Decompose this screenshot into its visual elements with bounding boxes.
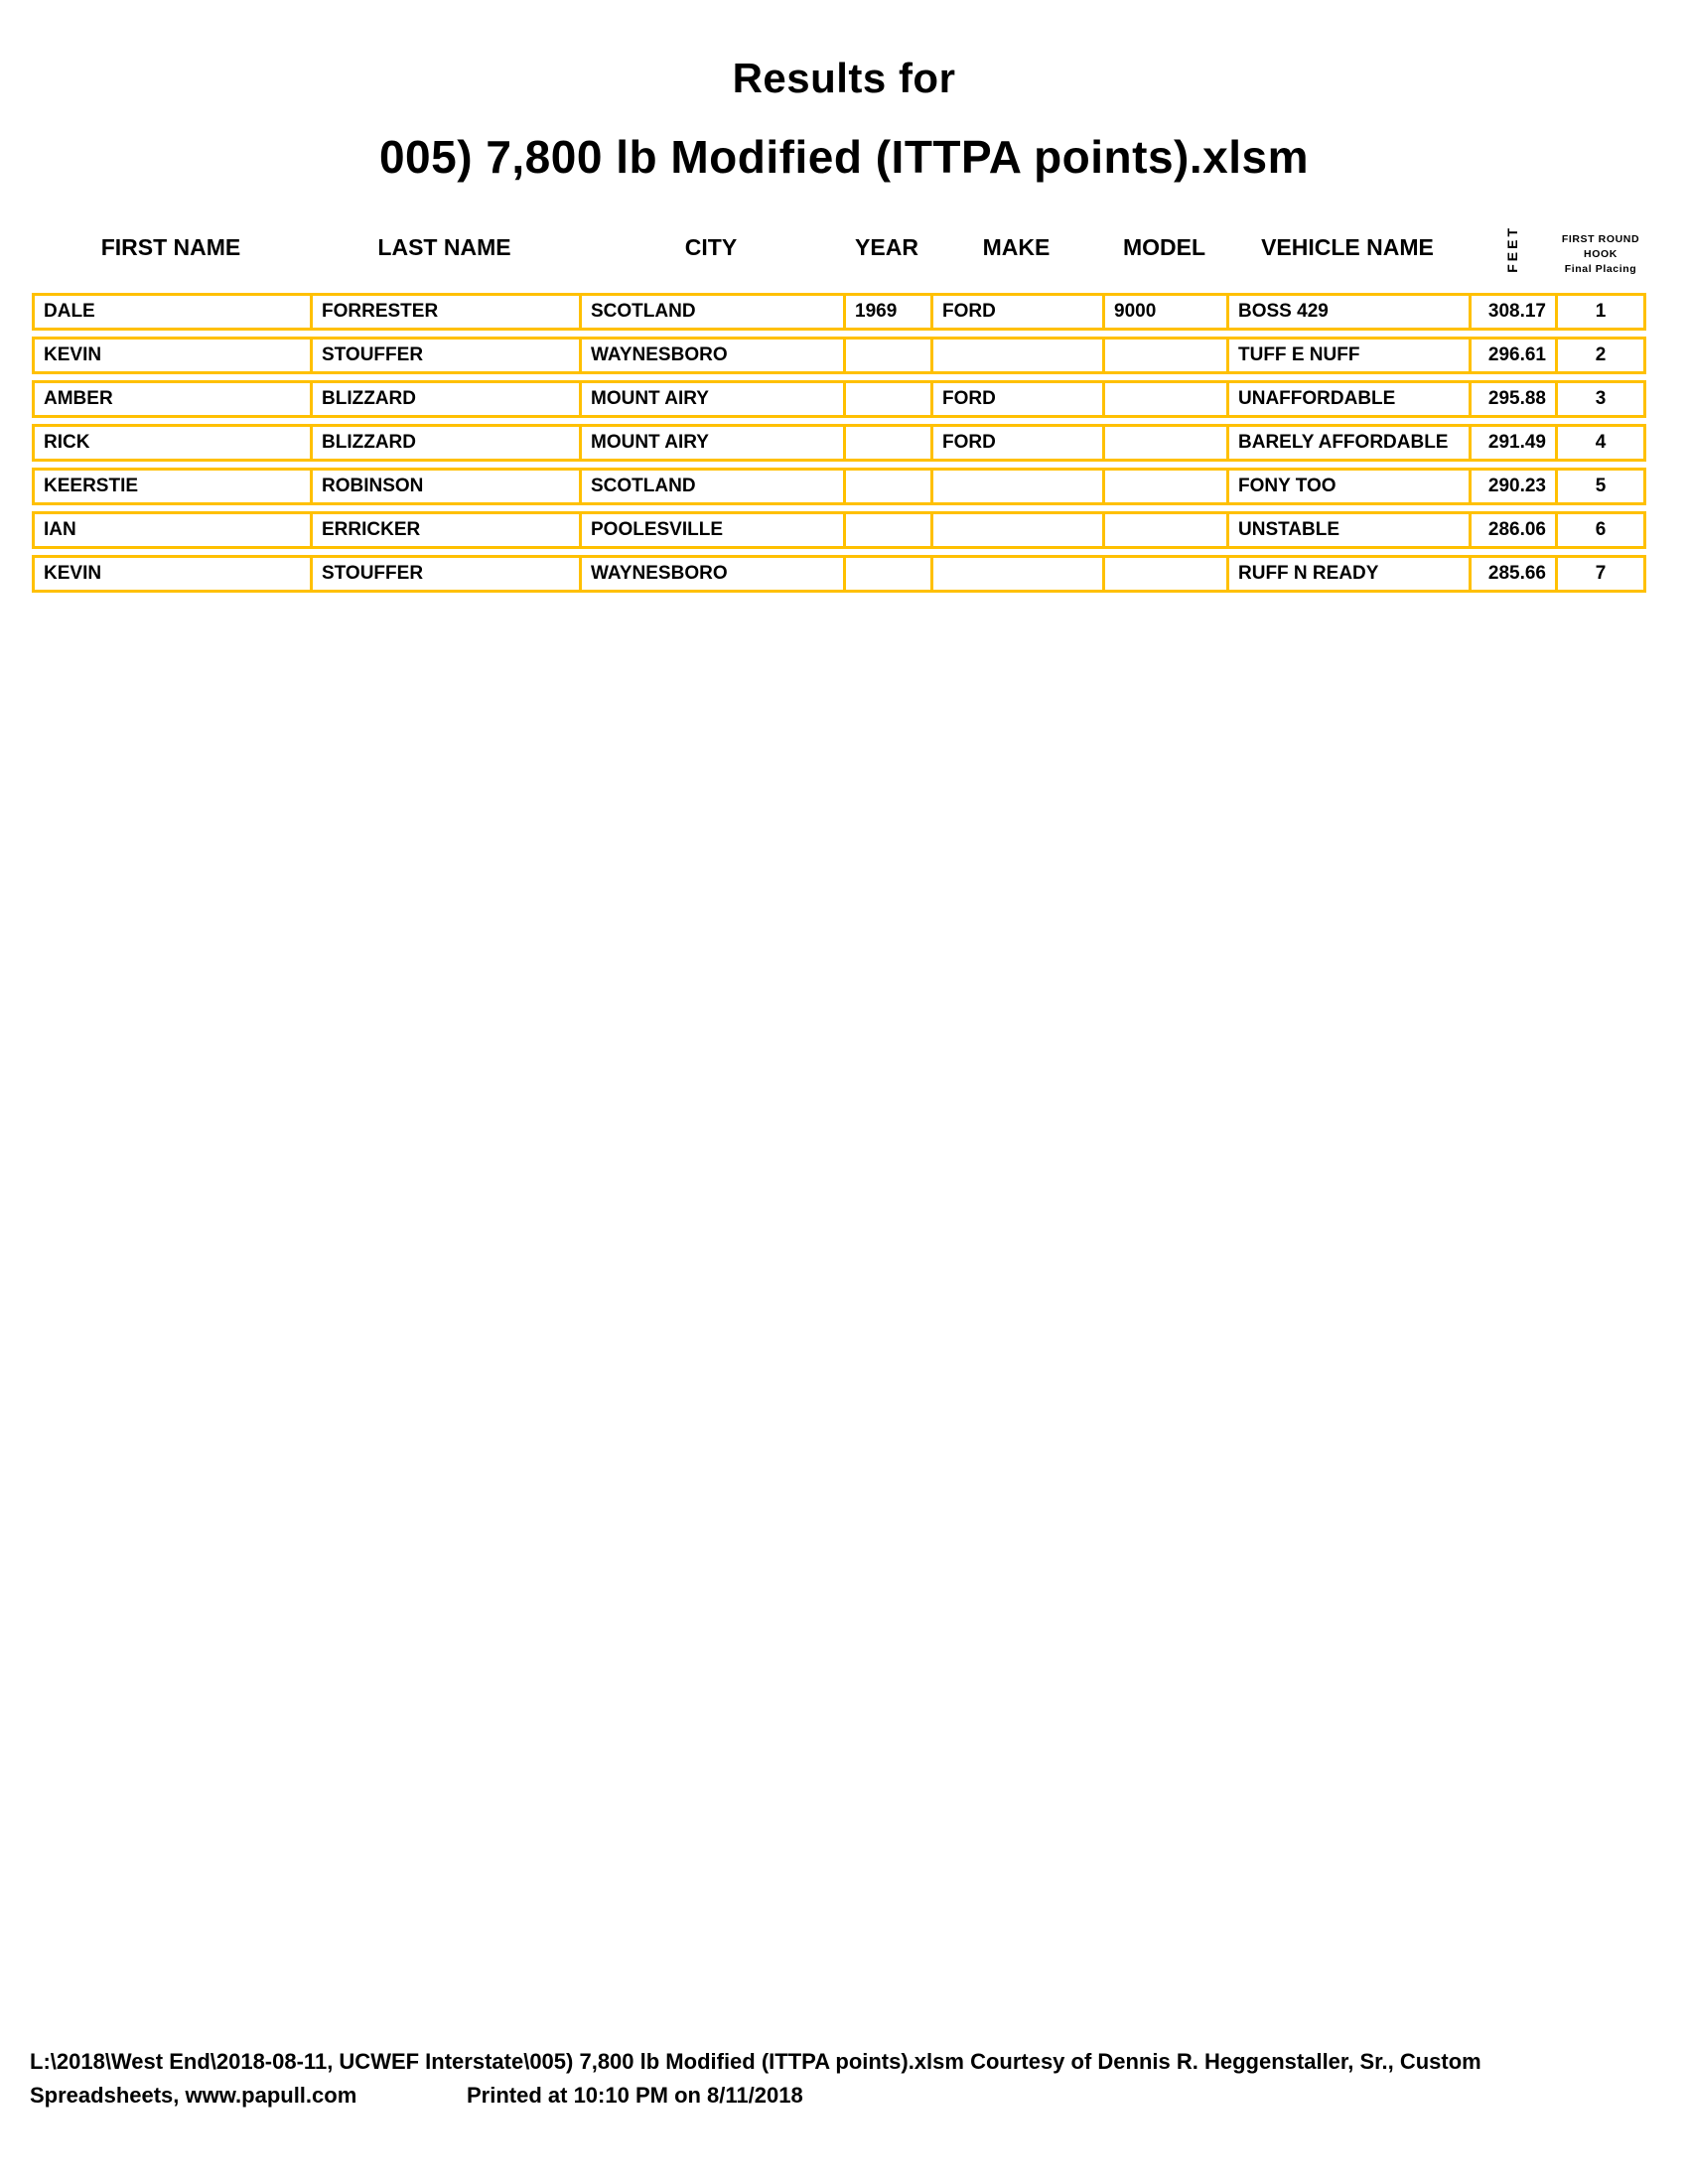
column-header-model: MODEL	[1122, 234, 1206, 260]
table-row	[32, 337, 1646, 374]
cell-city: SCOTLAND	[579, 293, 843, 331]
table-row	[32, 424, 1646, 462]
column-header-city: CITY	[684, 234, 738, 260]
column-header-first_name: FIRST NAME	[100, 234, 241, 260]
cell-city: WAYNESBORO	[579, 555, 843, 593]
cell-city: POOLESVILLE	[579, 511, 843, 549]
column-header-feet	[1469, 192, 1555, 287]
cell-make	[930, 511, 1102, 549]
cell-first_name: DALE	[32, 293, 310, 331]
final-placing-label: Final Placing	[1564, 263, 1637, 275]
cell-feet: 290.23	[1469, 468, 1555, 505]
table-row	[32, 293, 1646, 331]
cell-year	[843, 337, 930, 374]
cell-vehicle_name: UNAFFORDABLE	[1226, 380, 1469, 418]
column-header-vehicle_name: VEHICLE NAME	[1261, 234, 1434, 260]
cell-year	[843, 424, 930, 462]
page-title: Results for	[732, 55, 956, 101]
cell-last_name: ROBINSON	[310, 468, 579, 505]
results-table-header	[32, 192, 1646, 287]
results-table	[32, 186, 1646, 599]
first-round-hook-label: FIRST ROUND HOOK	[1561, 233, 1640, 260]
cell-model	[1102, 468, 1226, 505]
table-row	[32, 468, 1646, 505]
cell-first_name: AMBER	[32, 380, 310, 418]
cell-final_placing: 1	[1555, 293, 1646, 331]
page-footer	[30, 2045, 1658, 2113]
footer-spreadsheets-text: Spreadsheets, www.papull.com	[30, 2083, 357, 2108]
cell-make	[930, 555, 1102, 593]
cell-final_placing: 4	[1555, 424, 1646, 462]
cell-year	[843, 468, 930, 505]
cell-year: 1969	[843, 293, 930, 331]
cell-city: SCOTLAND	[579, 468, 843, 505]
cell-vehicle_name: FONY TOO	[1226, 468, 1469, 505]
cell-last_name: STOUFFER	[310, 555, 579, 593]
cell-year	[843, 555, 930, 593]
footer-file-path: L:\2018\West End\2018-08-11, UCWEF Interstate\005) 7,800 lb Modified (ITTPA points).xlsm Courtesy of Dennis R. Heggenstaller, Sr., Custom	[30, 2049, 1481, 2074]
cell-last_name: ERRICKER	[310, 511, 579, 549]
column-header-make: MAKE	[982, 234, 1051, 260]
cell-final_placing: 3	[1555, 380, 1646, 418]
cell-vehicle_name: BARELY AFFORDABLE	[1226, 424, 1469, 462]
column-header-final_placing	[1555, 192, 1646, 287]
cell-year	[843, 511, 930, 549]
cell-model	[1102, 511, 1226, 549]
cell-final_placing: 2	[1555, 337, 1646, 374]
cell-feet: 308.17	[1469, 293, 1555, 331]
title-block	[0, 0, 1688, 184]
cell-make	[930, 468, 1102, 505]
cell-vehicle_name: UNSTABLE	[1226, 511, 1469, 549]
header-row	[32, 192, 1646, 287]
cell-first_name: KEVIN	[32, 555, 310, 593]
cell-first_name: IAN	[32, 511, 310, 549]
page-subtitle: 005) 7,800 lb Modified (ITTPA points).xlsm	[378, 131, 1310, 183]
cell-model	[1102, 555, 1226, 593]
cell-last_name: FORRESTER	[310, 293, 579, 331]
cell-make	[930, 337, 1102, 374]
cell-model: 9000	[1102, 293, 1226, 331]
cell-make: FORD	[930, 424, 1102, 462]
cell-year	[843, 380, 930, 418]
column-header-last_name: LAST NAME	[377, 234, 511, 260]
cell-final_placing: 7	[1555, 555, 1646, 593]
cell-first_name: RICK	[32, 424, 310, 462]
cell-model	[1102, 337, 1226, 374]
footer-printed-timestamp: Printed at 10:10 PM on 8/11/2018	[467, 2083, 803, 2108]
results-table-body	[32, 293, 1646, 593]
cell-last_name: BLIZZARD	[310, 424, 579, 462]
table-row	[32, 555, 1646, 593]
cell-vehicle_name: TUFF E NUFF	[1226, 337, 1469, 374]
cell-city: MOUNT AIRY	[579, 380, 843, 418]
cell-make: FORD	[930, 380, 1102, 418]
cell-model	[1102, 424, 1226, 462]
cell-feet: 291.49	[1469, 424, 1555, 462]
footer-line2	[30, 2079, 1658, 2113]
cell-city: WAYNESBORO	[579, 337, 843, 374]
feet-header-rotated-label: FEET	[1503, 225, 1520, 273]
cell-feet: 285.66	[1469, 555, 1555, 593]
cell-final_placing: 6	[1555, 511, 1646, 549]
cell-vehicle_name: BOSS 429	[1226, 293, 1469, 331]
cell-feet: 295.88	[1469, 380, 1555, 418]
cell-first_name: KEERSTIE	[32, 468, 310, 505]
cell-vehicle_name: RUFF N READY	[1226, 555, 1469, 593]
table-row	[32, 511, 1646, 549]
cell-make: FORD	[930, 293, 1102, 331]
column-header-year: YEAR	[855, 234, 918, 260]
table-row	[32, 380, 1646, 418]
cell-city: MOUNT AIRY	[579, 424, 843, 462]
cell-feet: 286.06	[1469, 511, 1555, 549]
cell-last_name: STOUFFER	[310, 337, 579, 374]
cell-model	[1102, 380, 1226, 418]
cell-last_name: BLIZZARD	[310, 380, 579, 418]
cell-final_placing: 5	[1555, 468, 1646, 505]
cell-feet: 296.61	[1469, 337, 1555, 374]
cell-first_name: KEVIN	[32, 337, 310, 374]
